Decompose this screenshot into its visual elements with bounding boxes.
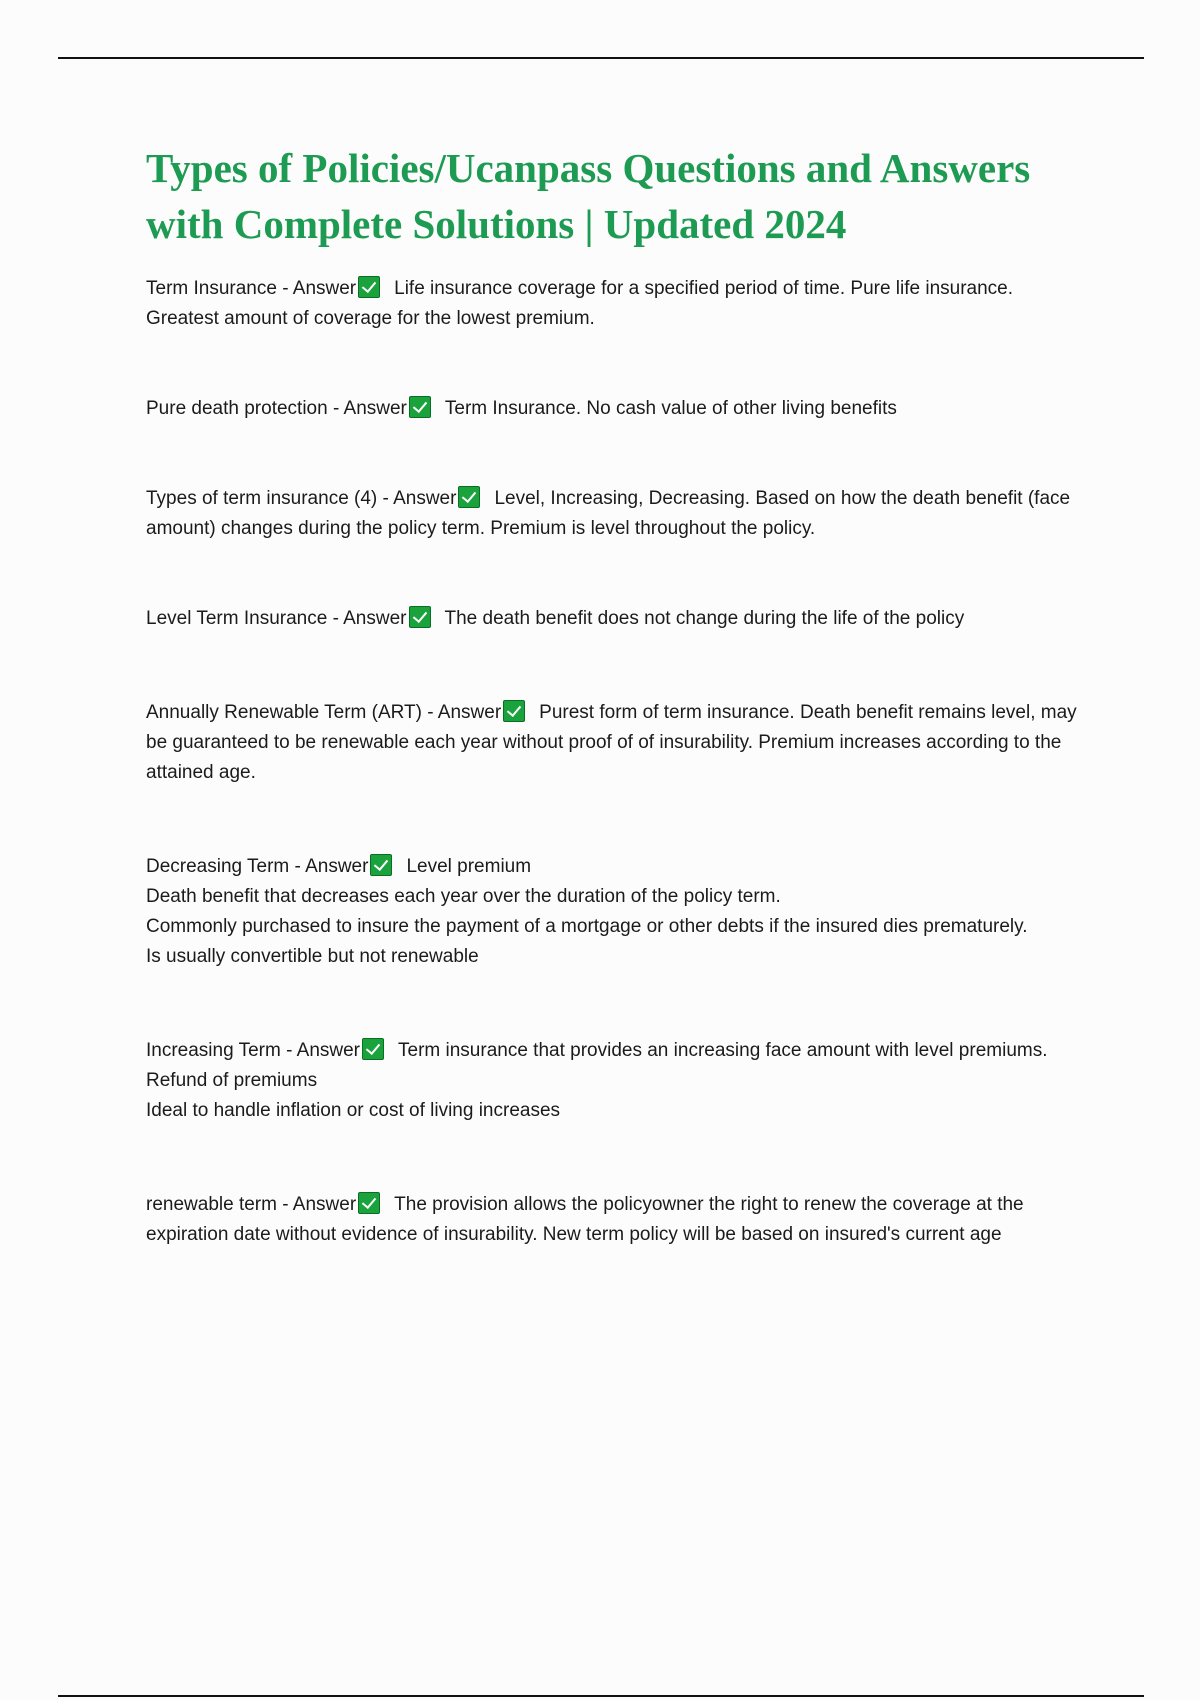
- qa-term: Annually Renewable Term (ART) - Answer: [146, 702, 502, 723]
- qa-term: Pure death protection - Answer: [146, 398, 407, 419]
- qa-question-line: [146, 274, 1086, 334]
- document-body: [146, 140, 1086, 1250]
- bottom-rule: [58, 1695, 1144, 1697]
- qa-question-line: [146, 1190, 1086, 1250]
- qa-term: Level Term Insurance - Answer: [146, 608, 407, 629]
- qa-answer: The death benefit does not change during the life of the policy: [444, 608, 965, 629]
- qa-answer: Purest form of term insurance. Death benefit remains level, may be guaranteed to be renewable each year without proof of of insurability. Premium increases according to the attained age.: [146, 702, 1077, 783]
- qa-answer: Level, Increasing, Decreasing. Based on how the death benefit (face amount) changes during the policy term. Premium is level throughout the policy.: [146, 488, 1071, 539]
- qa-answer: Term Insurance. No cash value of other living benefits: [444, 398, 897, 419]
- qa-item: [146, 1190, 1086, 1250]
- qa-question-line: [146, 484, 1086, 544]
- qa-question-line: [146, 852, 1086, 882]
- qa-question-line: [146, 1036, 1086, 1066]
- qa-answer: Term insurance that provides an increasing face amount with level premiums.: [398, 1040, 1048, 1061]
- check-box-icon: [370, 854, 392, 876]
- qa-answer: The provision allows the policyowner the right to renew the coverage at the expiration date without evidence of insurability. New term policy will be based on insured's current age: [146, 1194, 1024, 1245]
- check-box-icon: [503, 700, 525, 722]
- qa-question-line: [146, 604, 1086, 634]
- qa-extra-line: Commonly purchased to insure the payment of a mortgage or other debts if the insured dies prematurely.: [146, 916, 1028, 937]
- qa-question-line: [146, 698, 1086, 788]
- qa-term: Types of term insurance (4) - Answer: [146, 488, 457, 509]
- check-box-icon: [358, 1192, 380, 1214]
- check-box-icon: [458, 486, 480, 508]
- qa-term: Increasing Term - Answer: [146, 1040, 361, 1061]
- qa-term: Decreasing Term - Answer: [146, 856, 369, 877]
- qa-item: [146, 852, 1086, 972]
- qa-item: [146, 604, 1086, 634]
- page-title: Types of Policies/Ucanpass Questions and Answers with Complete Solutions | Updated 2024: [146, 145, 1031, 247]
- top-rule: [58, 57, 1144, 59]
- check-box-icon: [362, 1038, 384, 1060]
- qa-item: [146, 274, 1086, 334]
- qa-item: [146, 1036, 1086, 1126]
- qa-term: renewable term - Answer: [146, 1194, 357, 1215]
- qa-term: Term Insurance - Answer: [146, 278, 357, 299]
- check-box-icon: [409, 396, 431, 418]
- check-box-icon: [358, 276, 380, 298]
- qa-extra-line: Is usually convertible but not renewable: [146, 946, 479, 967]
- qa-answer: Life insurance coverage for a specified period of time. Pure life insurance. Greatest amount of coverage for the lowest premium.: [146, 278, 1014, 329]
- qa-extra-line: Refund of premiums: [146, 1070, 318, 1091]
- qa-question-line: [146, 394, 1086, 424]
- qa-answer: Level premium: [406, 856, 532, 877]
- qa-extra-line: Death benefit that decreases each year over the duration of the policy term.: [146, 886, 781, 907]
- qa-item: [146, 394, 1086, 424]
- check-box-icon: [409, 606, 431, 628]
- qa-item: [146, 484, 1086, 544]
- qa-item: [146, 698, 1086, 788]
- qa-extra-line: Ideal to handle inflation or cost of living increases: [146, 1100, 561, 1121]
